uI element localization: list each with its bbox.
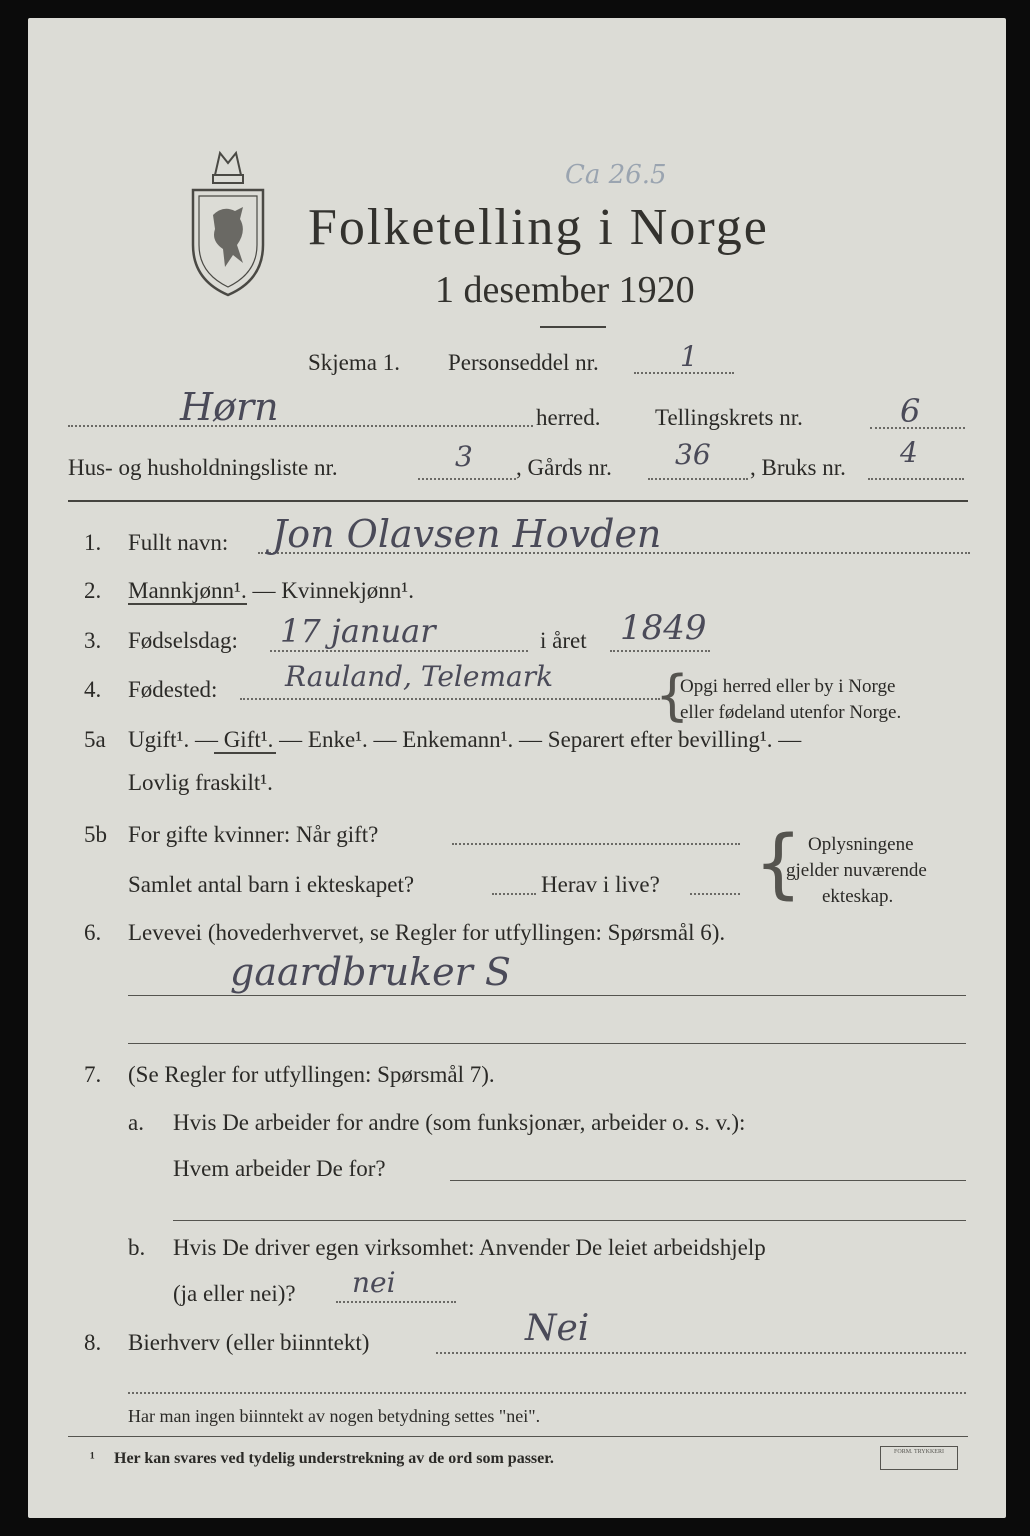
children-total-label: Samlet antal barn i ekteskapet? xyxy=(128,872,415,897)
printer-stamp: FORM. TRYKKERI xyxy=(880,1446,958,1470)
q3-number: 3. xyxy=(84,628,102,653)
q2-number: 2. xyxy=(84,578,102,603)
gift-underline xyxy=(214,752,276,754)
side-income-note: Har man ingen biinntekt av nogen betydning settes "nei". xyxy=(128,1406,541,1426)
hired-help-label: (ja eller nei)? xyxy=(173,1281,296,1306)
archive-reference: Ca 26.5 xyxy=(565,160,667,190)
q5b-number: 5b xyxy=(84,822,107,847)
employer-label: Hvem arbeider De for? xyxy=(173,1156,386,1181)
husholdning-value: 3 xyxy=(455,440,473,473)
title-divider xyxy=(540,326,606,328)
coat-of-arms-icon xyxy=(185,145,271,300)
birth-year-value: 1849 xyxy=(620,608,707,648)
hired-help-value: nei xyxy=(352,1266,396,1299)
skjema-label: Skjema 1. xyxy=(308,350,400,375)
tellingskrets-value: 6 xyxy=(900,392,921,430)
occupation-label: Levevei (hovederhvervet, se Regler for utfyllingen: Spørsmål 6). xyxy=(128,920,726,945)
q1-number: 1. xyxy=(84,530,102,555)
personseddel-label: Personseddel nr. xyxy=(448,350,599,375)
q8-number: 8. xyxy=(84,1330,102,1355)
footnote-mark: ¹ xyxy=(90,1450,95,1467)
side-income-value: Nei xyxy=(525,1308,590,1349)
birthplace-note-1: Opgi herred eller by i Norge xyxy=(680,676,896,697)
marriage-note-1: Oplysningene xyxy=(808,834,914,855)
herred-value: Hørn xyxy=(180,385,279,429)
sex-options: Mannkjønn¹. — Kvinnekjønn¹. xyxy=(128,578,414,603)
q4-number: 4. xyxy=(84,677,102,702)
gards-value: 36 xyxy=(675,438,711,471)
q7b-text: Hvis De driver egen virksomhet: Anvender De leiet arbeidshjelp xyxy=(173,1235,766,1260)
husholdning-label: Hus- og husholdningsliste nr. xyxy=(68,455,338,480)
female-option: Kvinnekjønn¹. xyxy=(281,578,414,603)
q3-label: Fødselsdag: xyxy=(128,628,238,653)
census-date: 1 desember 1920 xyxy=(435,269,695,311)
form-title: Folketelling i Norge xyxy=(308,199,769,256)
q7-number: 7. xyxy=(84,1062,102,1087)
q1-label: Fullt navn: xyxy=(128,530,229,555)
birthdate-value: 17 januar xyxy=(280,612,436,650)
q7a-text: Hvis De arbeider for andre (som funksjonær, arbeider o. s. v.): xyxy=(173,1110,746,1135)
marriage-note-2: gjelder nuværende xyxy=(786,860,927,881)
children-alive-label: Herav i live? xyxy=(541,872,660,897)
header-divider xyxy=(68,500,968,502)
tellingskrets-label: Tellingskrets nr. xyxy=(655,405,803,430)
birthplace-value: Rauland, Telemark xyxy=(285,660,554,693)
q7a-number: a. xyxy=(128,1110,144,1135)
occupation-value: gaardbruker S xyxy=(230,950,511,994)
married-when-label: For gifte kvinner: Når gift? xyxy=(128,822,379,847)
q7-label: (Se Regler for utfyllingen: Spørsmål 7). xyxy=(128,1062,495,1087)
year-label: i året xyxy=(540,628,587,653)
herred-label: herred. xyxy=(536,405,601,430)
marriage-note-3: ekteskap. xyxy=(822,886,894,907)
marital-status-options-2: Lovlig fraskilt¹. xyxy=(128,770,273,795)
full-name-value: Jon Olavsen Hovden xyxy=(272,512,662,556)
side-income-label: Bierhverv (eller biinntekt) xyxy=(128,1330,370,1355)
q5a-number: 5a xyxy=(84,727,106,752)
bruks-value: 4 xyxy=(900,436,918,469)
footnote-text: Her kan svares ved tydelig understrekning av de ord som passer. xyxy=(114,1450,554,1467)
birthplace-note-2: eller fødeland utenfor Norge. xyxy=(680,702,902,723)
marital-status-options: Ugift¹. — Gift¹. — Enke¹. — Enkemann¹. — Separert efter bevilling¹. — xyxy=(128,727,802,752)
q4-label: Fødested: xyxy=(128,677,218,702)
gards-label: , Gårds nr. xyxy=(516,455,612,480)
bruks-label: , Bruks nr. xyxy=(750,455,846,480)
male-option: Mannkjønn¹. xyxy=(128,578,247,603)
q7b-number: b. xyxy=(128,1235,146,1260)
q6-number: 6. xyxy=(84,920,102,945)
personseddel-value: 1 xyxy=(680,340,698,373)
